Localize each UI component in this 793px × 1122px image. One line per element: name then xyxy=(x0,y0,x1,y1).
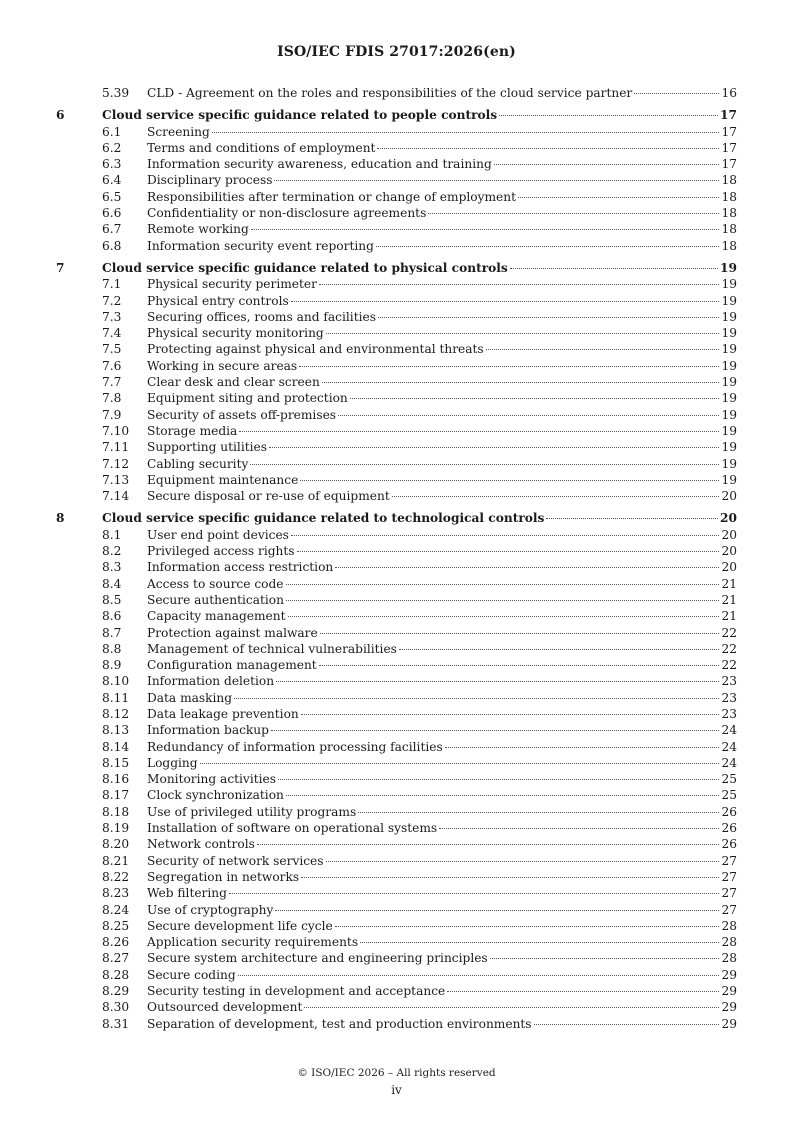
page-reference: 19 xyxy=(721,456,737,471)
page-reference: 22 xyxy=(721,641,737,656)
page-reference: 26 xyxy=(721,837,737,852)
section-title: CLD - Agreement on the roles and responsibilities of the cloud service partner xyxy=(147,86,633,100)
page-reference: 29 xyxy=(721,1000,737,1015)
section-title: Security of network services xyxy=(147,853,324,868)
dot-leader xyxy=(335,557,719,568)
section-number: 8.19 xyxy=(102,821,130,836)
section-number: 8.8 xyxy=(102,641,122,656)
toc-entry[interactable] xyxy=(0,1016,793,1032)
toc-chapter-block xyxy=(0,510,793,1032)
section-title: Working in secure areas xyxy=(147,358,298,373)
section-title: Information backup xyxy=(147,723,269,738)
section-number: 7.13 xyxy=(102,472,130,487)
dot-leader xyxy=(291,291,720,302)
dot-leader xyxy=(534,1014,720,1025)
section-title: Cabling security xyxy=(147,456,249,471)
page-footer xyxy=(0,1067,793,1097)
section-title: Confidentiality or non-disclosure agreements xyxy=(147,206,427,221)
page-reference: 16 xyxy=(721,86,737,100)
section-title: Privileged access rights xyxy=(147,544,295,559)
section-number: 6.3 xyxy=(102,157,122,172)
section-title: Information security event reporting xyxy=(147,238,374,253)
section-number: 8.6 xyxy=(102,609,122,624)
section-title: Equipment siting and protection xyxy=(147,391,348,406)
dot-leader xyxy=(326,323,720,334)
section-number: 7.11 xyxy=(102,440,130,455)
page-reference: 19 xyxy=(721,472,737,487)
section-title: Information access restriction xyxy=(147,560,334,575)
dot-leader xyxy=(322,372,720,383)
chapter-title: Cloud service specific guidance related to physical controls xyxy=(102,260,508,275)
dot-leader xyxy=(301,867,719,878)
section-number: 8.2 xyxy=(102,544,122,559)
section-title: Terms and conditions of employment xyxy=(147,140,376,155)
section-title: Data leakage prevention xyxy=(147,706,299,721)
dot-leader xyxy=(276,671,719,682)
section-title: Management of technical vulnerabilities xyxy=(147,641,397,656)
dot-leader xyxy=(251,219,720,230)
dot-leader xyxy=(278,769,720,780)
section-number: 8.7 xyxy=(102,625,122,640)
section-title: Responsibilities after termination or change of employment xyxy=(147,189,517,204)
section-title: Physical security monitoring xyxy=(147,326,324,341)
section-number: 8.28 xyxy=(102,967,130,982)
page-reference: 24 xyxy=(721,739,737,754)
toc-chapter-block xyxy=(0,260,793,504)
section-title: Screening xyxy=(147,124,210,139)
dot-leader xyxy=(286,785,720,796)
dot-leader xyxy=(212,122,720,133)
section-title: Secure authentication xyxy=(147,592,284,607)
page-reference: 25 xyxy=(721,772,737,787)
page-reference: 21 xyxy=(721,592,737,607)
page-reference: 20 xyxy=(720,511,737,526)
section-number: 7.1 xyxy=(102,277,122,292)
section-title: Logging xyxy=(147,755,198,770)
page-reference: 27 xyxy=(721,902,737,917)
section-title: Security testing in development and acceptance xyxy=(147,984,446,999)
section-title: Configuration management xyxy=(147,658,317,673)
entry-line xyxy=(147,238,737,254)
section-number: 7.7 xyxy=(102,375,122,390)
section-number: 8.13 xyxy=(102,723,130,738)
section-title: Clock synchronization xyxy=(147,788,284,803)
dot-leader xyxy=(304,997,719,1008)
dot-leader xyxy=(319,274,720,285)
section-title: Secure development life cycle xyxy=(147,918,333,933)
section-title: Securing offices, rooms and facilities xyxy=(147,309,376,324)
dot-leader xyxy=(360,932,719,943)
section-title: Segregation in networks xyxy=(147,869,300,884)
section-number: 7.9 xyxy=(102,407,122,422)
page-reference: 28 xyxy=(721,951,737,966)
page-reference: 18 xyxy=(721,206,737,221)
section-title: Use of privileged utility programs xyxy=(147,804,357,819)
toc-entry[interactable] xyxy=(0,85,793,101)
section-title: Information security awareness, education and training xyxy=(147,157,492,172)
section-title: Physical security perimeter xyxy=(147,277,317,292)
section-number: 7.2 xyxy=(102,293,122,308)
dot-leader xyxy=(338,405,719,416)
entry-line xyxy=(147,488,737,504)
dot-leader xyxy=(300,470,719,481)
section-number: 8.21 xyxy=(102,853,130,868)
dot-leader xyxy=(335,916,720,927)
section-title: Capacity management xyxy=(147,609,286,624)
page-reference: 20 xyxy=(721,560,737,575)
entry-line xyxy=(147,1016,737,1032)
dot-leader xyxy=(428,203,719,214)
section-title: Access to source code xyxy=(147,576,284,591)
dot-leader xyxy=(271,720,720,731)
page-reference: 26 xyxy=(721,804,737,819)
section-title: Supporting utilities xyxy=(147,440,267,455)
section-number: 8.23 xyxy=(102,886,130,901)
page-reference: 17 xyxy=(720,108,737,123)
dot-leader xyxy=(546,508,718,519)
section-number: 8.4 xyxy=(102,576,122,591)
page-reference: 20 xyxy=(721,544,737,559)
dot-leader xyxy=(494,154,720,165)
section-number: 5.39 xyxy=(102,86,130,100)
section-number: 7.14 xyxy=(102,489,130,504)
section-number: 7.10 xyxy=(102,423,130,438)
page-reference: 18 xyxy=(721,222,737,237)
page-reference: 19 xyxy=(721,293,737,308)
section-number: 6.6 xyxy=(102,206,122,221)
page-reference: 23 xyxy=(721,674,737,689)
section-number: 8.5 xyxy=(102,592,122,607)
section-number: 6.4 xyxy=(102,173,122,188)
page-reference: 19 xyxy=(721,423,737,438)
section-title: Use of cryptography xyxy=(147,902,274,917)
page-reference: 27 xyxy=(721,869,737,884)
page-reference: 18 xyxy=(721,173,737,188)
dot-leader xyxy=(319,655,720,666)
section-number: 8.22 xyxy=(102,869,130,884)
dot-leader xyxy=(250,454,719,465)
dot-leader xyxy=(200,753,720,764)
page-reference: 22 xyxy=(721,625,737,640)
section-title: Secure coding xyxy=(147,967,236,982)
page-reference: 29 xyxy=(721,967,737,982)
section-number: 8.15 xyxy=(102,755,130,770)
section-number: 7.8 xyxy=(102,391,122,406)
section-number: 8.17 xyxy=(102,788,130,803)
dot-leader xyxy=(447,981,719,992)
dot-leader xyxy=(350,388,720,399)
page-reference: 23 xyxy=(721,706,737,721)
section-title: Installation of software on operational systems xyxy=(147,821,438,836)
section-number: 8.10 xyxy=(102,674,130,689)
section-number: 7.6 xyxy=(102,358,122,373)
section-number: 8.3 xyxy=(102,560,122,575)
section-number: 6.8 xyxy=(102,238,122,253)
page-reference: 17 xyxy=(721,140,737,155)
dot-leader xyxy=(439,818,719,829)
page-reference: 19 xyxy=(721,440,737,455)
section-number: 8.25 xyxy=(102,918,130,933)
dot-leader xyxy=(518,187,719,198)
section-title: Physical entry controls xyxy=(147,293,289,308)
section-title: Protection against malware xyxy=(147,625,318,640)
section-title: Data masking xyxy=(147,690,233,705)
dot-leader xyxy=(301,704,720,715)
toc-chapter-block xyxy=(0,107,793,254)
section-number: 8.9 xyxy=(102,658,122,673)
dot-leader xyxy=(288,606,720,617)
section-number: 6.7 xyxy=(102,222,122,237)
section-number: 8.18 xyxy=(102,804,130,819)
section-number: 8.14 xyxy=(102,739,130,754)
section-number: 6.1 xyxy=(102,124,122,139)
section-title: Protecting against physical and environmental threats xyxy=(147,342,484,357)
section-title: Remote working xyxy=(147,222,249,237)
dot-leader xyxy=(239,421,719,432)
dot-leader xyxy=(634,83,719,94)
dot-leader xyxy=(378,307,720,318)
page-reference: 21 xyxy=(721,609,737,624)
dot-leader xyxy=(486,339,720,350)
page-reference: 27 xyxy=(721,853,737,868)
section-number: 8.24 xyxy=(102,902,130,917)
page-reference: 20 xyxy=(721,489,737,504)
dot-leader xyxy=(286,590,720,601)
page-reference: 19 xyxy=(721,391,737,406)
dot-leader xyxy=(229,883,720,894)
page-reference: 21 xyxy=(721,576,737,591)
page-reference: 17 xyxy=(721,124,737,139)
section-title: Application security requirements xyxy=(147,935,359,950)
section-title: Monitoring activities xyxy=(147,772,276,787)
section-title: Secure disposal or re-use of equipment xyxy=(147,489,390,504)
chapter-title: Cloud service specific guidance related to people controls xyxy=(102,108,498,123)
section-title: Web filtering xyxy=(147,886,227,901)
toc-entry[interactable] xyxy=(0,488,793,504)
chapter-number: 6 xyxy=(56,108,65,123)
dot-leader xyxy=(376,236,720,247)
dot-leader xyxy=(499,105,718,116)
dot-leader xyxy=(358,802,719,813)
page-reference: 19 xyxy=(721,375,737,390)
dot-leader xyxy=(377,138,719,149)
chapter-number: 8 xyxy=(56,511,65,526)
dot-leader xyxy=(238,965,720,976)
page-reference: 18 xyxy=(721,189,737,204)
dot-leader xyxy=(445,737,720,748)
section-title: Outsourced development xyxy=(147,1000,303,1015)
page-reference: 20 xyxy=(721,527,737,542)
page-reference: 29 xyxy=(721,984,737,999)
page-reference: 24 xyxy=(721,723,737,738)
section-number: 8.26 xyxy=(102,935,130,950)
section-number: 8.16 xyxy=(102,772,130,787)
page-header: ISO/IEC FDIS 27017:2026(en) xyxy=(277,44,516,60)
section-number: 7.12 xyxy=(102,456,130,471)
dot-leader xyxy=(257,834,720,845)
section-number: 8.20 xyxy=(102,837,130,852)
dot-leader xyxy=(510,258,718,269)
toc-section-continued xyxy=(0,85,793,101)
section-title: Disciplinary process xyxy=(147,173,273,188)
section-title: Equipment maintenance xyxy=(147,472,299,487)
page-reference: 19 xyxy=(720,260,737,275)
section-title: Information deletion xyxy=(147,674,275,689)
dot-leader xyxy=(286,574,720,585)
section-number: 7.3 xyxy=(102,309,122,324)
page-reference: 25 xyxy=(721,788,737,803)
section-title: Storage media xyxy=(147,423,238,438)
page-reference: 19 xyxy=(721,277,737,292)
page-reference: 19 xyxy=(721,326,737,341)
section-number: 8.30 xyxy=(102,1000,130,1015)
dot-leader xyxy=(291,525,720,536)
copyright-notice: © ISO/IEC 2026 – All rights reserved xyxy=(297,1067,496,1079)
dot-leader xyxy=(320,623,720,634)
dot-leader xyxy=(392,486,720,497)
dot-leader xyxy=(297,541,720,552)
dot-leader xyxy=(274,170,719,181)
toc-entry[interactable] xyxy=(0,238,793,254)
section-number: 8.11 xyxy=(102,690,130,705)
table-of-contents xyxy=(0,85,793,1038)
page-reference: 19 xyxy=(721,358,737,373)
dot-leader xyxy=(234,688,719,699)
page-reference: 19 xyxy=(721,309,737,324)
section-title: Separation of development, test and production environments xyxy=(147,1016,532,1031)
section-number: 8.1 xyxy=(102,527,122,542)
page-reference: 28 xyxy=(721,935,737,950)
dot-leader xyxy=(399,639,720,650)
page-reference: 17 xyxy=(721,157,737,172)
page-reference: 28 xyxy=(721,918,737,933)
section-title: Redundancy of information processing facilities xyxy=(147,739,443,754)
page-reference: 29 xyxy=(721,1016,737,1031)
page-reference: 24 xyxy=(721,755,737,770)
section-number: 8.12 xyxy=(102,706,130,721)
section-number: 8.31 xyxy=(102,1016,130,1031)
section-number: 8.29 xyxy=(102,984,130,999)
section-title: Clear desk and clear screen xyxy=(147,375,320,390)
section-title: Security of assets off-premises xyxy=(147,407,337,422)
page-reference: 27 xyxy=(721,886,737,901)
section-title: Secure system architecture and engineering principles xyxy=(147,951,488,966)
entry-line xyxy=(147,85,737,101)
page-reference: 26 xyxy=(721,821,737,836)
page-reference: 23 xyxy=(721,690,737,705)
page-reference: 18 xyxy=(721,238,737,253)
page-reference: 22 xyxy=(721,658,737,673)
section-number: 7.4 xyxy=(102,326,122,341)
page-reference: 19 xyxy=(721,407,737,422)
section-title: User end point devices xyxy=(147,527,289,542)
section-number: 8.27 xyxy=(102,951,130,966)
section-title: Network controls xyxy=(147,837,255,852)
chapter-number: 7 xyxy=(56,260,65,275)
section-number: 6.2 xyxy=(102,140,122,155)
dot-leader xyxy=(275,900,719,911)
dot-leader xyxy=(490,948,720,959)
chapter-title: Cloud service specific guidance related to technological controls xyxy=(102,511,545,526)
dot-leader xyxy=(269,437,719,448)
dot-leader xyxy=(326,851,720,862)
page-number: iv xyxy=(391,1083,402,1097)
section-number: 6.5 xyxy=(102,189,122,204)
page-reference: 19 xyxy=(721,342,737,357)
section-number: 7.5 xyxy=(102,342,122,357)
dot-leader xyxy=(299,356,719,367)
